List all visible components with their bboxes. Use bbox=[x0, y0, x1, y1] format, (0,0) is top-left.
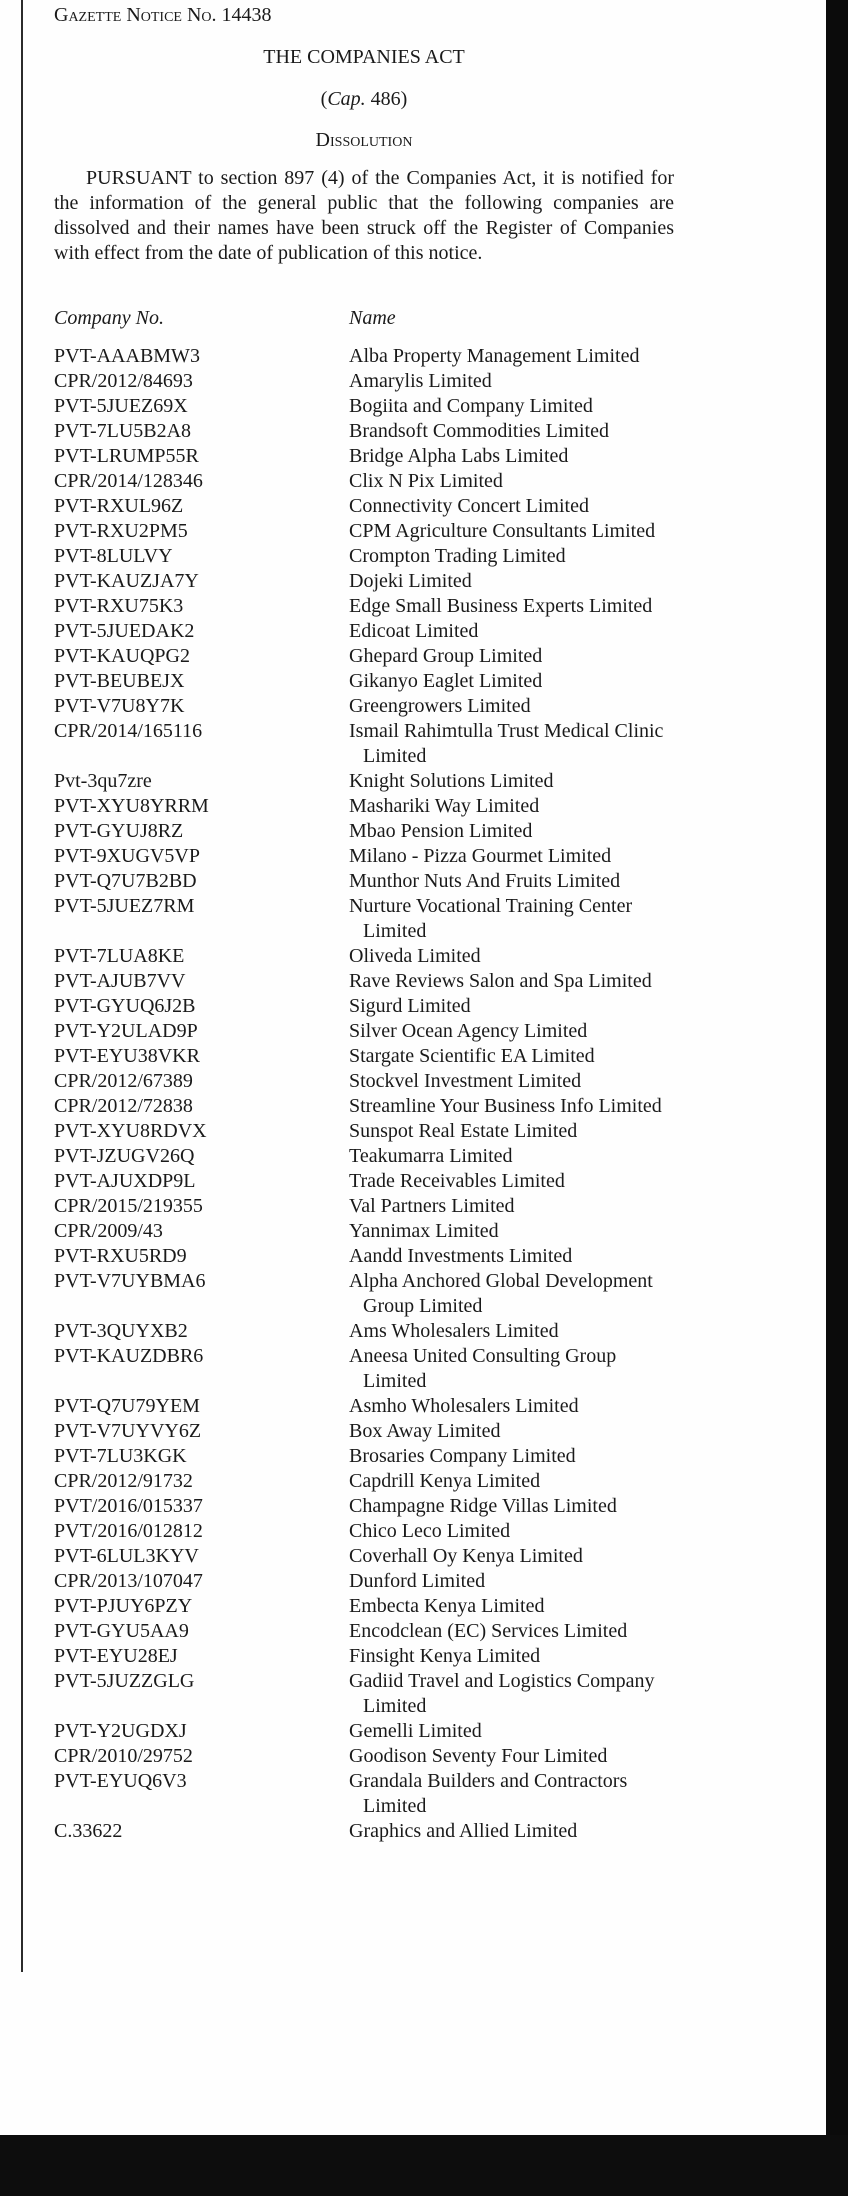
company-name: Edicoat Limited bbox=[349, 620, 479, 642]
company-row bbox=[54, 794, 674, 819]
company-number: CPR/2015/219355 bbox=[54, 1195, 203, 1217]
company-number: PVT-AJUB7VV bbox=[54, 970, 186, 992]
company-row bbox=[54, 1519, 674, 1544]
company-name: Edge Small Business Experts Limited bbox=[349, 595, 653, 617]
company-number: PVT-5JUEZ69X bbox=[54, 395, 188, 417]
column-header-name: Name bbox=[349, 307, 396, 329]
company-row bbox=[54, 594, 674, 619]
company-number: PVT-RXU2PM5 bbox=[54, 520, 188, 542]
act-title: THE COMPANIES ACT bbox=[263, 46, 465, 68]
company-row bbox=[54, 969, 674, 994]
company-number: PVT-5JUZZGLG bbox=[54, 1670, 195, 1692]
company-row bbox=[54, 1144, 674, 1169]
company-number: PVT-6LUL3KYV bbox=[54, 1545, 199, 1567]
company-row bbox=[54, 844, 674, 869]
company-name: Asmho Wholesalers Limited bbox=[349, 1395, 579, 1417]
column-rule bbox=[21, 0, 23, 1972]
company-number: PVT-GYUQ6J2B bbox=[54, 995, 196, 1017]
company-number: CPR/2009/43 bbox=[54, 1220, 163, 1242]
company-name: Connectivity Concert Limited bbox=[349, 495, 589, 517]
company-number: CPR/2014/165116 bbox=[54, 720, 203, 742]
company-row bbox=[54, 444, 674, 469]
company-number: CPR/2012/67389 bbox=[54, 1070, 193, 1092]
company-number: Pvt-3qu7zre bbox=[54, 770, 152, 792]
company-row bbox=[54, 1444, 674, 1469]
company-name: Gikanyo Eaglet Limited bbox=[349, 670, 543, 692]
company-list bbox=[54, 344, 674, 1844]
company-row bbox=[54, 619, 674, 644]
company-row bbox=[54, 1269, 674, 1319]
company-name: Grandala Builders and Contractors Limited bbox=[349, 1770, 628, 1817]
company-number: PVT-7LU3KGK bbox=[54, 1445, 187, 1467]
company-name: Ismail Rahimtulla Trust Medical Clinic Limited bbox=[349, 720, 664, 767]
company-name: Nurture Vocational Training Center Limited bbox=[349, 895, 633, 942]
company-name: Sigurd Limited bbox=[349, 995, 471, 1017]
company-row bbox=[54, 1094, 674, 1119]
company-name: Encodclean (EC) Services Limited bbox=[349, 1620, 628, 1642]
company-name: Streamline Your Business Info Limited bbox=[349, 1095, 662, 1117]
company-number: PVT-LRUMP55R bbox=[54, 445, 199, 467]
company-name: Rave Reviews Salon and Spa Limited bbox=[349, 970, 652, 992]
company-row bbox=[54, 419, 674, 444]
company-row bbox=[54, 1069, 674, 1094]
cap-number: 486) bbox=[365, 88, 408, 110]
company-number: PVT-JZUGV26Q bbox=[54, 1145, 195, 1167]
company-row bbox=[54, 394, 674, 419]
company-number: C.33622 bbox=[54, 1820, 123, 1842]
company-row bbox=[54, 1169, 674, 1194]
company-number: PVT-V7UYBMA6 bbox=[54, 1270, 206, 1292]
company-number: CPR/2010/29752 bbox=[54, 1745, 193, 1767]
company-name: Alba Property Management Limited bbox=[349, 345, 640, 367]
company-number: PVT-KAUZDBR6 bbox=[54, 1345, 204, 1367]
company-name: Yannimax Limited bbox=[349, 1220, 499, 1242]
company-row bbox=[54, 494, 674, 519]
company-name: Graphics and Allied Limited bbox=[349, 1820, 578, 1842]
company-name: Brandsoft Commodities Limited bbox=[349, 420, 609, 442]
company-name: Silver Ocean Agency Limited bbox=[349, 1020, 588, 1042]
company-name: Chico Leco Limited bbox=[349, 1520, 511, 1542]
company-row bbox=[54, 944, 674, 969]
company-name: Brosaries Company Limited bbox=[349, 1445, 576, 1467]
company-number: CPR/2012/72838 bbox=[54, 1095, 193, 1117]
company-name: CPM Agriculture Consultants Limited bbox=[349, 520, 656, 542]
company-row bbox=[54, 1469, 674, 1494]
company-name: Capdrill Kenya Limited bbox=[349, 1470, 541, 1492]
bottom-bar bbox=[0, 2135, 848, 2196]
company-number: CPR/2012/84693 bbox=[54, 370, 193, 392]
company-row bbox=[54, 994, 674, 1019]
company-number: PVT/2016/012812 bbox=[54, 1520, 203, 1542]
company-row bbox=[54, 1194, 674, 1219]
company-number: PVT-Q7U7B2BD bbox=[54, 870, 197, 892]
company-row bbox=[54, 519, 674, 544]
company-name: Gemelli Limited bbox=[349, 1720, 482, 1742]
company-number: PVT-Q7U79YEM bbox=[54, 1395, 200, 1417]
company-row bbox=[54, 1344, 674, 1394]
company-name: Greengrowers Limited bbox=[349, 695, 531, 717]
company-number: PVT-RXUL96Z bbox=[54, 495, 184, 517]
company-name: Gadiid Travel and Logistics Company Limited bbox=[349, 1670, 655, 1717]
company-name: Aandd Investments Limited bbox=[349, 1245, 573, 1267]
company-number: PVT-7LU5B2A8 bbox=[54, 420, 192, 442]
company-number: PVT-EYU38VKR bbox=[54, 1045, 200, 1067]
company-row bbox=[54, 1769, 674, 1819]
company-name: Ams Wholesalers Limited bbox=[349, 1320, 559, 1342]
company-row bbox=[54, 894, 674, 944]
company-name: Bridge Alpha Labs Limited bbox=[349, 445, 569, 467]
company-name: Mashariki Way Limited bbox=[349, 795, 540, 817]
company-row bbox=[54, 369, 674, 394]
company-row bbox=[54, 1819, 674, 1844]
notice-number: Gazette Notice No. 14438 bbox=[54, 4, 272, 26]
company-row bbox=[54, 1319, 674, 1344]
company-number: PVT-Y2UGDXJ bbox=[54, 1720, 187, 1742]
company-name: Teakumarra Limited bbox=[349, 1145, 513, 1167]
company-row bbox=[54, 469, 674, 494]
company-name: Knight Solutions Limited bbox=[349, 770, 554, 792]
company-number: PVT-EYUQ6V3 bbox=[54, 1770, 187, 1792]
company-number: CPR/2013/107047 bbox=[54, 1570, 203, 1592]
company-name: Finsight Kenya Limited bbox=[349, 1645, 541, 1667]
company-name: Trade Receivables Limited bbox=[349, 1170, 565, 1192]
company-name: Alpha Anchored Global Development Group Limited bbox=[349, 1270, 653, 1317]
company-row bbox=[54, 694, 674, 719]
company-row bbox=[54, 1619, 674, 1644]
company-number: PVT-V7U8Y7K bbox=[54, 695, 185, 717]
company-name: Box Away Limited bbox=[349, 1420, 501, 1442]
company-name: Dojeki Limited bbox=[349, 570, 472, 592]
company-name: Bogiita and Company Limited bbox=[349, 395, 593, 417]
company-row bbox=[54, 1494, 674, 1519]
company-name: Stockvel Investment Limited bbox=[349, 1070, 582, 1092]
company-name: Crompton Trading Limited bbox=[349, 545, 566, 567]
company-name: Ghepard Group Limited bbox=[349, 645, 543, 667]
company-row bbox=[54, 1719, 674, 1744]
company-name: Sunspot Real Estate Limited bbox=[349, 1120, 578, 1142]
company-row bbox=[54, 669, 674, 694]
company-number: PVT-XYU8YRRM bbox=[54, 795, 209, 817]
company-number: PVT-5JUEDAK2 bbox=[54, 620, 195, 642]
company-row bbox=[54, 1669, 674, 1719]
company-row bbox=[54, 644, 674, 669]
company-number: PVT-XYU8RDVX bbox=[54, 1120, 207, 1142]
cap-reference: (Cap. 486) bbox=[320, 88, 408, 110]
company-row bbox=[54, 1394, 674, 1419]
company-name: Milano - Pizza Gourmet Limited bbox=[349, 845, 612, 867]
bottom-margin bbox=[0, 2196, 848, 2208]
company-number: PVT-GYU5AA9 bbox=[54, 1620, 189, 1642]
company-name: Mbao Pension Limited bbox=[349, 820, 533, 842]
company-name: Val Partners Limited bbox=[349, 1195, 515, 1217]
company-number: PVT-EYU28EJ bbox=[54, 1645, 178, 1667]
company-name: Amarylis Limited bbox=[349, 370, 492, 392]
notice-heading: Dissolution bbox=[315, 129, 413, 151]
company-number: PVT-9XUGV5VP bbox=[54, 845, 200, 867]
company-row bbox=[54, 819, 674, 844]
company-row bbox=[54, 1119, 674, 1144]
company-number: PVT-KAUQPG2 bbox=[54, 645, 190, 667]
company-row bbox=[54, 544, 674, 569]
company-number: PVT-AJUXDP9L bbox=[54, 1170, 196, 1192]
company-row bbox=[54, 1594, 674, 1619]
column-header-company-no: Company No. bbox=[54, 307, 164, 329]
company-number: PVT-5JUEZ7RM bbox=[54, 895, 195, 917]
company-number: PVT-KAUZJA7Y bbox=[54, 570, 199, 592]
company-name: Embecta Kenya Limited bbox=[349, 1595, 545, 1617]
company-number: PVT-8LULVY bbox=[54, 545, 173, 567]
company-number: PVT-7LUA8KE bbox=[54, 945, 185, 967]
company-row bbox=[54, 719, 674, 769]
company-row bbox=[54, 344, 674, 369]
company-number: PVT-RXU5RD9 bbox=[54, 1245, 187, 1267]
company-name: Clix N Pix Limited bbox=[349, 470, 503, 492]
company-row bbox=[54, 1569, 674, 1594]
company-name: Goodison Seventy Four Limited bbox=[349, 1745, 608, 1767]
company-number: CPR/2012/91732 bbox=[54, 1470, 193, 1492]
company-number: PVT-V7UYVY6Z bbox=[54, 1420, 202, 1442]
company-row bbox=[54, 1644, 674, 1669]
company-name: Dunford Limited bbox=[349, 1570, 486, 1592]
company-row bbox=[54, 769, 674, 794]
company-name: Champagne Ridge Villas Limited bbox=[349, 1495, 617, 1517]
company-number: CPR/2014/128346 bbox=[54, 470, 203, 492]
company-row bbox=[54, 1744, 674, 1769]
company-name: Aneesa United Consulting Group Limited bbox=[349, 1345, 617, 1392]
company-row bbox=[54, 869, 674, 894]
company-row bbox=[54, 1419, 674, 1444]
company-name: Coverhall Oy Kenya Limited bbox=[349, 1545, 583, 1567]
company-number: PVT-GYUJ8RZ bbox=[54, 820, 184, 842]
company-row bbox=[54, 569, 674, 594]
company-number: PVT-Y2ULAD9P bbox=[54, 1020, 198, 1042]
company-row bbox=[54, 1044, 674, 1069]
company-number: PVT-RXU75K3 bbox=[54, 595, 184, 617]
company-name: Munthor Nuts And Fruits Limited bbox=[349, 870, 621, 892]
company-number: PVT-3QUYXB2 bbox=[54, 1320, 188, 1342]
company-number: PVT-BEUBEJX bbox=[54, 670, 185, 692]
company-number: PVT/2016/015337 bbox=[54, 1495, 203, 1517]
company-number: PVT-PJUY6PZY bbox=[54, 1595, 193, 1617]
company-row bbox=[54, 1544, 674, 1569]
right-border bbox=[826, 0, 848, 2135]
company-name: Stargate Scientific EA Limited bbox=[349, 1045, 595, 1067]
cap-label: Cap. bbox=[327, 88, 366, 110]
company-row bbox=[54, 1019, 674, 1044]
company-row bbox=[54, 1219, 674, 1244]
company-name: Oliveda Limited bbox=[349, 945, 481, 967]
company-number: PVT-AAABMW3 bbox=[54, 345, 200, 367]
company-row bbox=[54, 1244, 674, 1269]
notice-body: PURSUANT to section 897 (4) of the Companies Act, it is notified for the information of the general public that the following companies are dissolved and their names have been struck off the Register of Companies with effect from the date of publication of this notice. bbox=[54, 167, 674, 264]
